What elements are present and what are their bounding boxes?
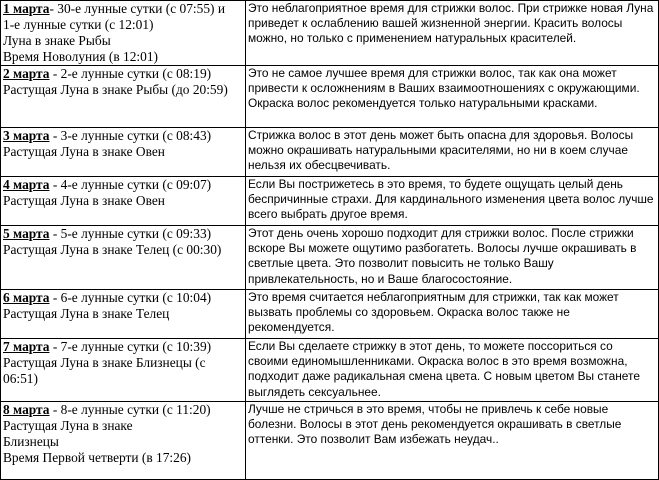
- lunar-day-cell: [1, 402, 246, 480]
- date-label: 8 марта: [3, 402, 50, 417]
- recommendation-cell: Если Вы пострижетесь в это время, то будете ощущать целый день беспричинные страхи. Для кардинального изменения цвета волос лучше всего выбрать другое время.: [246, 177, 659, 226]
- lunar-day-cell: [1, 66, 246, 128]
- calendar-row: [1, 66, 659, 128]
- calendar-row: [1, 226, 659, 290]
- date-label: 7 марта: [3, 339, 50, 354]
- lunar-info-line: Растущая Луна в знаке Телец (с 00:30): [3, 242, 222, 257]
- lunar-day-cell: [1, 226, 246, 290]
- calendar-row: [1, 128, 659, 177]
- calendar-row: [1, 177, 659, 226]
- lunar-info-line: Время Первой четверти (в 17:26): [3, 450, 191, 465]
- lunar-day-cell: [1, 290, 246, 339]
- lunar-day-text: - 6-е лунные сутки (с 10:04): [49, 290, 212, 305]
- date-label: 2 марта: [3, 66, 50, 81]
- date-label: 6 марта: [3, 290, 50, 305]
- lunar-day-cell: [1, 177, 246, 226]
- calendar-row: [1, 339, 659, 402]
- lunar-day-text: - 7-е лунные сутки (с 10:39): [49, 339, 212, 354]
- lunar-info-line: 06:51): [3, 371, 38, 386]
- calendar-row: [1, 402, 659, 480]
- date-label: 5 марта: [3, 226, 50, 241]
- lunar-day-text: - 30-е лунные сутки (с 07:55) и: [49, 1, 225, 16]
- recommendation-cell: Это время считается неблагоприятным для стрижки, так как может вызвать проблемы со здоровьем. Окраска волос также не рекомендуется.: [246, 290, 659, 339]
- lunar-day-cell: [1, 339, 246, 402]
- lunar-day-text: - 4-е лунные сутки (с 09:07): [49, 177, 212, 192]
- lunar-info-line: Растущая Луна в знаке Рыбы (до 20:59): [3, 82, 228, 97]
- recommendation-cell: Это неблагоприятное время для стрижки волос. При стрижке новая Луна приведет к ослаблению вашей жизненной энергии. Красить волосы можно, но только с применением натуральных красителей.: [246, 1, 659, 66]
- lunar-day-cell: [1, 128, 246, 177]
- calendar-row: [1, 290, 659, 339]
- recommendation-cell: Этот день очень хорошо подходит для стрижки волос. После стрижки вскоре Вы можете ощутимо разбогатеть. Волосы лучше окрашивать в светлые цвета. Это позволит повысить не только Вашу привлекательность, но и Ваше благосостояние.: [246, 226, 659, 290]
- lunar-day-text: - 3-е лунные сутки (с 08:43): [49, 128, 212, 143]
- recommendation-cell: Это не самое лучшее время для стрижки волос, так как она может привести к осложнениям в Ваших взаимоотношениях с окружающими. Окраска волос рекомендуется только натуральными красками.: [246, 66, 659, 128]
- date-label: 3 марта: [3, 128, 50, 143]
- lunar-info-line: Близнецы: [3, 434, 59, 449]
- calendar-row: [1, 1, 659, 66]
- lunar-info-line: Растущая Луна в знаке Близнецы (с: [3, 355, 206, 370]
- lunar-info-line: Растущая Луна в знаке Овен: [3, 144, 165, 159]
- date-label: 1 марта: [3, 1, 50, 16]
- lunar-info-line: Растущая Луна в знаке Овен: [3, 193, 165, 208]
- recommendation-cell: Стрижка волос в этот день может быть опасна для здоровья. Волосы можно окрашивать натуральными красителями, но ни в коем случае нельзя их обесцвечивать.: [246, 128, 659, 177]
- recommendation-cell: Лучше не стричься в это время, чтобы не привлечь к себе новые болезни. Волосы в этот день рекомендуется окрашивать в светлые оттенки. Это позволит Вам избежать неудач..: [246, 402, 659, 480]
- lunar-day-cell: [1, 1, 246, 66]
- lunar-info-line: 1-е лунные сутки (с 12:01): [3, 17, 154, 32]
- lunar-info-line: Растущая Луна в знаке Телец: [3, 306, 170, 321]
- lunar-day-text: - 2-е лунные сутки (с 08:19): [49, 66, 212, 81]
- date-label: 4 марта: [3, 177, 50, 192]
- lunar-day-text: - 5-е лунные сутки (с 09:33): [49, 226, 212, 241]
- lunar-info-line: Растущая Луна в знаке: [3, 418, 133, 433]
- lunar-info-line: Луна в знаке Рыбы: [3, 33, 111, 48]
- recommendation-cell: Если Вы сделаете стрижку в этот день, то можете поссориться со своими единомышленниками. Окраска волос в это время возможна, подходит даже радикальная смена цвета. С новым цветом Вы станете выглядеть сексуальнее.: [246, 339, 659, 402]
- lunar-day-text: - 8-е лунные сутки (с 11:20): [49, 402, 211, 417]
- lunar-info-line: Время Новолуния (в 12:01): [3, 49, 158, 64]
